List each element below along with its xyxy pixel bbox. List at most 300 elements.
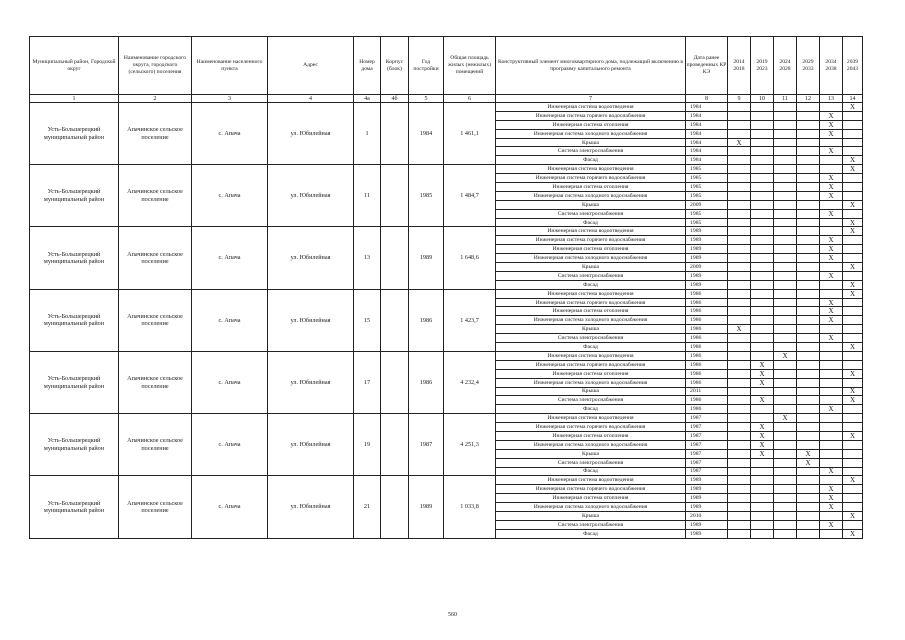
period-mark-cell — [728, 289, 751, 298]
period-mark-cell — [843, 174, 863, 183]
period-mark-cell — [774, 174, 797, 183]
period-mark-cell: X — [843, 431, 863, 440]
period-mark-cell — [728, 529, 751, 538]
period-mark-cell — [728, 245, 751, 254]
period-mark-cell — [774, 138, 797, 147]
period-mark-cell — [728, 414, 751, 423]
header-element: Конструктивный элемент многоквартирного дома, подлежащий включению в программу капитального ремонта — [496, 37, 686, 95]
previous-repair-cell: 1989 — [686, 254, 728, 263]
period-mark-cell — [797, 227, 820, 236]
element-name-cell: Инженерная система водоотведения — [496, 227, 686, 236]
element-name-cell: Инженерная система горячего водоснабжения — [496, 111, 686, 120]
period-mark-cell — [751, 218, 774, 227]
period-mark-cell: X — [751, 423, 774, 432]
period-mark-cell — [843, 351, 863, 360]
previous-repair-cell: 1985 — [686, 165, 728, 174]
period-mark-cell — [751, 103, 774, 112]
header-build-year: Год постройки — [409, 37, 444, 95]
header-settlement: Наименование городского округа, городского (сельского) поселения — [119, 37, 192, 95]
period-mark-cell: X — [820, 254, 843, 263]
period-mark-cell — [843, 138, 863, 147]
column-number: 14 — [843, 95, 863, 103]
period-mark-cell — [797, 103, 820, 112]
period-mark-cell: X — [820, 236, 843, 245]
previous-repair-cell: 1984 — [686, 147, 728, 156]
element-name-cell: Крыша — [496, 263, 686, 272]
period-mark-cell — [774, 191, 797, 200]
period-mark-cell — [728, 369, 751, 378]
period-mark-cell — [843, 245, 863, 254]
period-mark-cell: X — [820, 209, 843, 218]
period-mark-cell — [774, 200, 797, 209]
period-mark-cell — [843, 191, 863, 200]
column-number: 2 — [119, 95, 192, 103]
district-cell: Усть-Большерецкий муниципальный район — [30, 351, 119, 413]
element-name-cell: Система электроснабжения — [496, 458, 686, 467]
period-mark-cell — [751, 316, 774, 325]
header-period-2014: 2014 2018 — [728, 37, 751, 95]
period-mark-cell: X — [820, 316, 843, 325]
period-mark-cell — [774, 307, 797, 316]
element-name-cell: Крыша — [496, 325, 686, 334]
period-mark-cell — [774, 218, 797, 227]
period-mark-cell — [843, 120, 863, 129]
period-mark-cell — [774, 316, 797, 325]
period-mark-cell — [751, 174, 774, 183]
period-mark-cell — [774, 147, 797, 156]
house-number-cell: 15 — [354, 289, 381, 351]
build-year-cell: 1989 — [409, 227, 444, 289]
period-mark-cell — [728, 129, 751, 138]
period-mark-cell: X — [728, 325, 751, 334]
previous-repair-cell: 2009 — [686, 200, 728, 209]
period-mark-cell — [820, 414, 843, 423]
period-mark-cell — [797, 369, 820, 378]
settlement-cell: Апачинское сельское поселение — [119, 103, 192, 165]
previous-repair-cell: 1989 — [686, 236, 728, 245]
period-mark-cell: X — [843, 343, 863, 352]
element-name-cell: Инженерная система отопления — [496, 494, 686, 503]
previous-repair-cell: 1986 — [686, 360, 728, 369]
period-mark-cell — [774, 494, 797, 503]
previous-repair-cell: 1984 — [686, 138, 728, 147]
previous-repair-cell: 1986 — [686, 405, 728, 414]
period-mark-cell — [843, 378, 863, 387]
period-mark-cell — [797, 147, 820, 156]
period-mark-cell — [843, 209, 863, 218]
period-mark-cell — [751, 138, 774, 147]
element-name-cell: Инженерная система отопления — [496, 183, 686, 192]
column-number: 9 — [728, 95, 751, 103]
period-mark-cell — [774, 511, 797, 520]
period-mark-cell — [728, 378, 751, 387]
period-mark-cell — [728, 423, 751, 432]
area-cell: 1 033,8 — [444, 476, 496, 538]
period-mark-cell: X — [751, 440, 774, 449]
settlement-cell: Апачинское сельское поселение — [119, 227, 192, 289]
period-mark-cell — [751, 503, 774, 512]
build-year-cell: 1984 — [409, 103, 444, 165]
period-mark-cell — [797, 414, 820, 423]
period-mark-cell — [774, 440, 797, 449]
period-mark-cell — [751, 147, 774, 156]
period-mark-cell — [774, 129, 797, 138]
period-mark-cell: X — [820, 307, 843, 316]
element-name-cell: Фасад — [496, 467, 686, 476]
period-mark-cell — [774, 183, 797, 192]
block-cell — [381, 289, 409, 351]
period-mark-cell — [751, 307, 774, 316]
period-mark-cell — [843, 271, 863, 280]
period-mark-cell — [751, 458, 774, 467]
header-period-2039: 2039 2043 — [843, 37, 863, 95]
element-name-cell: Инженерная система холодного водоснабжения — [496, 378, 686, 387]
element-name-cell: Фасад — [496, 343, 686, 352]
period-mark-cell: X — [774, 414, 797, 423]
period-mark-cell — [797, 120, 820, 129]
period-mark-cell — [728, 405, 751, 414]
period-mark-cell — [797, 263, 820, 272]
period-mark-cell: X — [820, 129, 843, 138]
column-number: 8 — [686, 95, 728, 103]
previous-repair-cell: 1986 — [686, 307, 728, 316]
period-mark-cell — [728, 431, 751, 440]
period-mark-cell: X — [843, 476, 863, 485]
period-mark-cell — [797, 129, 820, 138]
locality-cell: с. Апача — [192, 289, 268, 351]
period-mark-cell — [774, 254, 797, 263]
element-name-cell: Инженерная система горячего водоснабжения — [496, 360, 686, 369]
period-mark-cell — [843, 111, 863, 120]
column-number: 4б — [381, 95, 409, 103]
period-mark-cell — [774, 271, 797, 280]
period-mark-cell — [774, 298, 797, 307]
header-period-2029: 2029 2033 — [797, 37, 820, 95]
element-name-cell: Фасад — [496, 529, 686, 538]
period-mark-cell — [797, 387, 820, 396]
period-mark-cell — [820, 289, 843, 298]
period-mark-cell: X — [843, 387, 863, 396]
district-cell: Усть-Большерецкий муниципальный район — [30, 227, 119, 289]
element-name-cell: Инженерная система горячего водоснабжения — [496, 485, 686, 494]
period-mark-cell — [751, 120, 774, 129]
period-mark-cell: X — [843, 218, 863, 227]
period-mark-cell: X — [843, 103, 863, 112]
element-name-cell: Инженерная система отопления — [496, 369, 686, 378]
period-mark-cell — [820, 476, 843, 485]
period-mark-cell — [728, 165, 751, 174]
period-mark-cell — [728, 218, 751, 227]
period-mark-cell — [774, 209, 797, 218]
header-district: Муниципальный район, Городской округ — [30, 37, 119, 95]
header-house-number: Номер дома — [354, 37, 381, 95]
element-name-cell: Система электроснабжения — [496, 520, 686, 529]
period-mark-cell — [774, 120, 797, 129]
period-mark-cell: X — [820, 485, 843, 494]
period-mark-cell — [820, 529, 843, 538]
previous-repair-cell: 1987 — [686, 431, 728, 440]
period-mark-cell — [843, 405, 863, 414]
period-mark-cell: X — [820, 120, 843, 129]
previous-repair-cell: 1986 — [686, 396, 728, 405]
period-mark-cell — [797, 351, 820, 360]
period-mark-cell — [843, 440, 863, 449]
period-mark-cell — [774, 369, 797, 378]
period-mark-cell: X — [843, 396, 863, 405]
period-mark-cell — [728, 316, 751, 325]
program-sheet — [29, 36, 862, 539]
element-name-cell: Инженерная система горячего водоснабжения — [496, 174, 686, 183]
previous-repair-cell: 1987 — [686, 467, 728, 476]
period-mark-cell — [797, 440, 820, 449]
element-name-cell: Инженерная система водоотведения — [496, 103, 686, 112]
period-mark-cell — [797, 156, 820, 165]
settlement-cell: Апачинское сельское поселение — [119, 289, 192, 351]
period-mark-cell: X — [820, 174, 843, 183]
previous-repair-cell: 1984 — [686, 103, 728, 112]
period-mark-cell — [797, 511, 820, 520]
period-mark-cell — [820, 138, 843, 147]
column-number: 12 — [797, 95, 820, 103]
header-block: Корпус (блок) — [381, 37, 409, 95]
element-name-cell: Фасад — [496, 405, 686, 414]
period-mark-cell — [797, 334, 820, 343]
previous-repair-cell: 1986 — [686, 343, 728, 352]
period-mark-cell: X — [843, 263, 863, 272]
previous-repair-cell: 1986 — [686, 334, 728, 343]
period-mark-cell — [728, 440, 751, 449]
period-mark-cell — [820, 458, 843, 467]
previous-repair-cell: 1989 — [686, 280, 728, 289]
period-mark-cell — [751, 494, 774, 503]
period-mark-cell — [843, 449, 863, 458]
period-mark-cell — [820, 511, 843, 520]
period-mark-cell — [843, 458, 863, 467]
table-row — [30, 103, 863, 112]
period-mark-cell: X — [843, 156, 863, 165]
period-mark-cell — [774, 245, 797, 254]
period-mark-cell: X — [820, 494, 843, 503]
period-mark-cell: X — [820, 405, 843, 414]
period-mark-cell — [797, 200, 820, 209]
element-name-cell: Система электроснабжения — [496, 334, 686, 343]
element-name-cell: Крыша — [496, 138, 686, 147]
period-mark-cell: X — [843, 369, 863, 378]
period-mark-cell — [774, 165, 797, 174]
locality-cell: с. Апача — [192, 165, 268, 227]
period-mark-cell — [843, 360, 863, 369]
period-mark-cell — [751, 334, 774, 343]
table-row — [30, 414, 863, 423]
element-name-cell: Крыша — [496, 449, 686, 458]
period-mark-cell — [843, 316, 863, 325]
period-mark-cell — [774, 387, 797, 396]
period-mark-cell: X — [843, 529, 863, 538]
period-mark-cell — [820, 387, 843, 396]
period-mark-cell — [797, 280, 820, 289]
period-mark-cell — [728, 174, 751, 183]
previous-repair-cell: 1986 — [686, 351, 728, 360]
period-mark-cell — [751, 156, 774, 165]
page-number: 560 — [448, 612, 457, 618]
element-name-cell: Система электроснабжения — [496, 209, 686, 218]
period-mark-cell — [843, 334, 863, 343]
period-mark-cell — [774, 227, 797, 236]
period-mark-cell — [797, 467, 820, 476]
previous-repair-cell: 1986 — [686, 325, 728, 334]
period-mark-cell — [728, 511, 751, 520]
previous-repair-cell: 2011 — [686, 387, 728, 396]
header-row — [30, 37, 863, 95]
period-mark-cell: X — [751, 449, 774, 458]
table-row — [30, 289, 863, 298]
period-mark-cell — [751, 191, 774, 200]
settlement-cell: Апачинское сельское поселение — [119, 476, 192, 538]
table-row — [30, 351, 863, 360]
previous-repair-cell: 1984 — [686, 111, 728, 120]
block-cell — [381, 414, 409, 476]
period-mark-cell — [843, 485, 863, 494]
period-mark-cell — [820, 218, 843, 227]
element-name-cell: Инженерная система водоотведения — [496, 476, 686, 485]
period-mark-cell — [774, 156, 797, 165]
block-cell — [381, 103, 409, 165]
locality-cell: с. Апача — [192, 414, 268, 476]
period-mark-cell — [774, 485, 797, 494]
period-mark-cell — [728, 227, 751, 236]
period-mark-cell: X — [774, 351, 797, 360]
period-mark-cell: X — [820, 191, 843, 200]
period-mark-cell — [751, 129, 774, 138]
period-mark-cell — [774, 343, 797, 352]
period-mark-cell — [820, 360, 843, 369]
period-mark-cell — [797, 289, 820, 298]
column-number: 6 — [444, 95, 496, 103]
table-row — [30, 476, 863, 485]
district-cell: Усть-Большерецкий муниципальный район — [30, 103, 119, 165]
period-mark-cell — [843, 298, 863, 307]
period-mark-cell: X — [820, 245, 843, 254]
period-mark-cell — [774, 458, 797, 467]
period-mark-cell — [728, 458, 751, 467]
period-mark-cell: X — [820, 334, 843, 343]
column-number: 3 — [192, 95, 268, 103]
period-mark-cell — [774, 467, 797, 476]
header-period-2019: 2019 2023 — [751, 37, 774, 95]
street-cell: ул. Юбилейная — [268, 227, 354, 289]
period-mark-cell — [751, 476, 774, 485]
period-mark-cell: X — [820, 520, 843, 529]
period-mark-cell — [774, 378, 797, 387]
settlement-cell: Апачинское сельское поселение — [119, 351, 192, 413]
period-mark-cell — [751, 263, 774, 272]
previous-repair-cell: 1987 — [686, 458, 728, 467]
period-mark-cell — [728, 147, 751, 156]
element-name-cell: Инженерная система отопления — [496, 245, 686, 254]
element-name-cell: Инженерная система водоотведения — [496, 289, 686, 298]
element-name-cell: Инженерная система горячего водоснабжения — [496, 298, 686, 307]
period-mark-cell — [820, 280, 843, 289]
build-year-cell: 1987 — [409, 414, 444, 476]
period-mark-cell — [751, 254, 774, 263]
period-mark-cell: X — [820, 298, 843, 307]
period-mark-cell — [797, 485, 820, 494]
period-mark-cell — [843, 129, 863, 138]
period-mark-cell: X — [843, 511, 863, 520]
period-mark-cell — [751, 529, 774, 538]
period-mark-cell — [728, 334, 751, 343]
settlement-cell: Апачинское сельское поселение — [119, 165, 192, 227]
period-mark-cell — [797, 325, 820, 334]
table-row — [30, 227, 863, 236]
element-name-cell: Система электроснабжения — [496, 396, 686, 405]
element-name-cell: Инженерная система отопления — [496, 431, 686, 440]
repair-program-table — [29, 36, 863, 539]
table-row — [30, 165, 863, 174]
period-mark-cell: X — [820, 111, 843, 120]
period-mark-cell — [728, 298, 751, 307]
previous-repair-cell: 1985 — [686, 209, 728, 218]
element-name-cell: Инженерная система водоотведения — [496, 414, 686, 423]
period-mark-cell — [797, 316, 820, 325]
area-cell: 1 484,7 — [444, 165, 496, 227]
column-number: 1 — [30, 95, 119, 103]
area-cell: 4 251,3 — [444, 414, 496, 476]
period-mark-cell — [728, 111, 751, 120]
previous-repair-cell: 1986 — [686, 378, 728, 387]
period-mark-cell — [797, 431, 820, 440]
period-mark-cell — [774, 476, 797, 485]
previous-repair-cell: 1989 — [686, 271, 728, 280]
previous-repair-cell: 1984 — [686, 120, 728, 129]
period-mark-cell — [797, 423, 820, 432]
period-mark-cell — [751, 467, 774, 476]
period-mark-cell — [797, 218, 820, 227]
period-mark-cell — [751, 485, 774, 494]
period-mark-cell — [820, 449, 843, 458]
locality-cell: с. Апача — [192, 476, 268, 538]
header-address: Адрес — [268, 37, 354, 95]
period-mark-cell — [820, 200, 843, 209]
period-mark-cell — [774, 529, 797, 538]
element-name-cell: Инженерная система водоотведения — [496, 351, 686, 360]
period-mark-cell — [728, 236, 751, 245]
period-mark-cell — [728, 263, 751, 272]
header-locality: Наименование населенного пункта — [192, 37, 268, 95]
period-mark-cell — [797, 405, 820, 414]
period-mark-cell — [728, 271, 751, 280]
period-mark-cell — [774, 405, 797, 414]
period-mark-cell — [728, 467, 751, 476]
period-mark-cell — [820, 156, 843, 165]
period-mark-cell — [797, 520, 820, 529]
period-mark-cell — [728, 476, 751, 485]
element-name-cell: Фасад — [496, 218, 686, 227]
element-name-cell: Инженерная система холодного водоснабжения — [496, 254, 686, 263]
period-mark-cell — [751, 298, 774, 307]
column-number: 11 — [774, 95, 797, 103]
period-mark-cell: X — [820, 271, 843, 280]
period-mark-cell — [797, 191, 820, 200]
previous-repair-cell: 1989 — [686, 503, 728, 512]
period-mark-cell — [751, 245, 774, 254]
district-cell: Усть-Большерецкий муниципальный район — [30, 414, 119, 476]
previous-repair-cell: 1985 — [686, 218, 728, 227]
district-cell: Усть-Большерецкий муниципальный район — [30, 476, 119, 538]
column-number-row — [30, 95, 863, 103]
period-mark-cell — [843, 147, 863, 156]
period-mark-cell — [820, 165, 843, 174]
